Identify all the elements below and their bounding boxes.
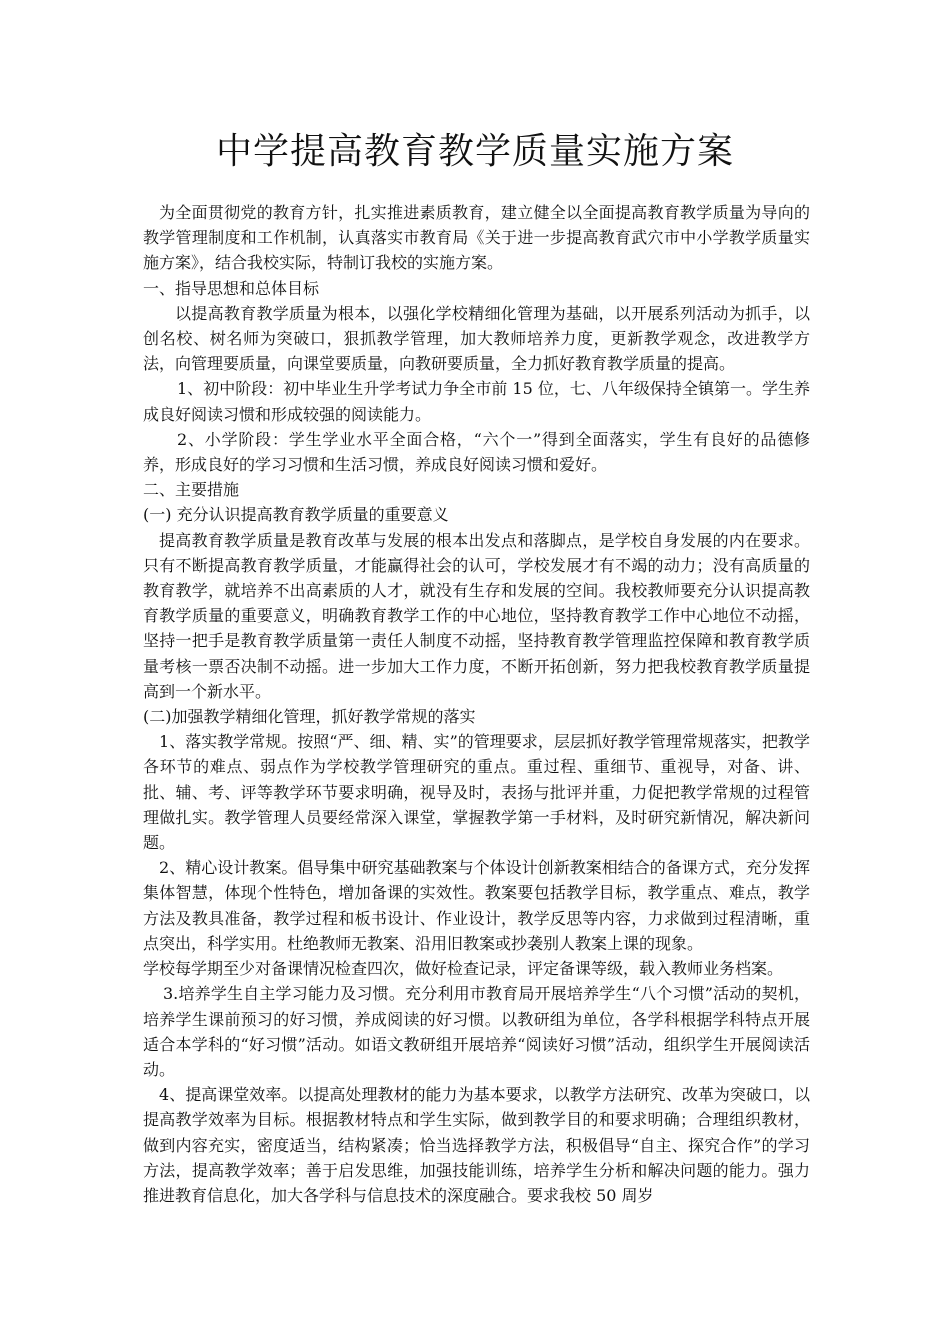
subsection-heading-2: (二)加强教学精细化管理，抓好教学常规的落实 <box>143 707 476 727</box>
intro-paragraph: 为全面贯彻党的教育方针，扎实推进素质教育，建立健全以全面提高教育教学质量为导向的教学管理制度和工作机制，认真落实市教育局《关于进一步提高教育武穴市中小学教学质量实施方案》，结合我校实际，特制订我校的实施方案。 <box>143 203 810 273</box>
lesson-plan-paragraph: 2、精心设计教案。倡导集中研究基础教案与个体设计创新教案相结合的备课方式，充分发挥集体智慧，体现个性特色，增加备课的实效性。教案要包括教学目标，教学重点、难点，教学方法及教具准备，教学过程和板书设计、作业设计，教学反思等内容，力求做到过程清晰，重点突出，科学实用。杜绝教师无教案、沿用旧教案或抄袭别人教案上课的现象。 <box>143 858 810 953</box>
lesson-plan-check-paragraph: 学校每学期至少对备课情况检查四次，做好检查记录，评定备课等级，载入教师业务档案。 <box>143 959 784 979</box>
document-title: 中学提高教育教学质量实施方案 <box>215 131 734 172</box>
guiding-ideas-paragraph: 以提高教育教学质量为根本，以强化学校精细化管理为基础，以开展系列活动为抓手，以创名校、树名师为突破口，狠抓教学管理，加大教师培养力度，更新教学观念，改进教学方法，向管理要质量，向课堂要质量，向教研要质量，全力抓好教育教学质量的提高。 <box>143 303 810 374</box>
classroom-efficiency-paragraph: 4、提高课堂效率。以提高处理教材的能力为基本要求，以教学方法研究、改革为突破口，以提高教学效率为目标。根据教材特点和学生实际，做到教学目的和要求明确；合理组织教材，做到内容充实，密度适当，结构紧凑；恰当选择教学方法，积极倡导“自主、探究合作”的学习方法，提高教学效率；善于启发思维，加强技能训练，培养学生分析和解决问题的能力。强力推进教育信息化，加大各学科与信息技术的深度融合。要求我校 50 周岁 <box>143 1085 810 1205</box>
study-habits-paragraph: 3.培养学生自主学习能力及习惯。充分利用市教育局开展培养学生“八个习惯”活动的契机，培养学生课前预习的好习惯，养成阅读的好习惯。以教研组为单位，各学科根据学科特点开展适合本学科的“好习惯”活动。如语文教研组开展培养“阅读好习惯”活动，组织学生开展阅读活动。 <box>143 984 810 1079</box>
subsection-heading-1: (一) 充分认识提高教育教学质量的重要意义 <box>143 505 449 525</box>
teaching-routine-paragraph: 1、落实教学常规。按照“严、细、精、实”的管理要求，层层抓好教学管理常规落实，把教学各环节的难点、弱点作为学校教学管理研究的重点。重过程、重细节、重视导，对备、讲、批、辅、考、评等教学环节要求明确，视导及时，表扬与批评并重，力促把教学常规的过程管理做扎实。教学管理人员要经常深入课堂，掌握教学第一手材料，及时研究新情况，解决新问题。 <box>143 732 810 853</box>
document-body <box>143 200 810 1208</box>
section-heading-guiding-ideas: 一、指导思想和总体目标 <box>143 278 320 298</box>
section-heading-main-measures: 二、主要措施 <box>143 480 240 500</box>
importance-paragraph: 提高教育教学质量是教育改革与发展的根本出发点和落脚点，是学校自身发展的内在要求。只有不断提高教育教学质量，才能赢得社会的认可，学校发展才有不竭的动力；没有高质量的教育教学，就培养不出高素质的人才，就没有生存和发展的空间。我校教师要充分认识提高教育教学质量的重要意义，明确教育教学工作的中心地位，坚持教育教学工作中心地位不动摇，坚持一把手是教育教学质量第一责任人制度不动摇，坚持教育教学管理监控保障和教育教学质量考核一票否决制不动摇。进一步加大工作力度，不断开拓创新，努力把我校教育教学质量提高到一个新水平。 <box>143 530 810 701</box>
junior-stage-goal: 1、初中阶段：初中毕业生升学考试力争全市前 15 位，七、八年级保持全镇第一。学生养成良好阅读习惯和形成较强的阅读能力。 <box>143 379 810 424</box>
primary-stage-goal: 2、小学阶段：学生学业水平全面合格，“六个一”得到全面落实，学生有良好的品德修养，形成良好的学习习惯和生活习惯，养成良好阅读习惯和爱好。 <box>143 429 810 475</box>
